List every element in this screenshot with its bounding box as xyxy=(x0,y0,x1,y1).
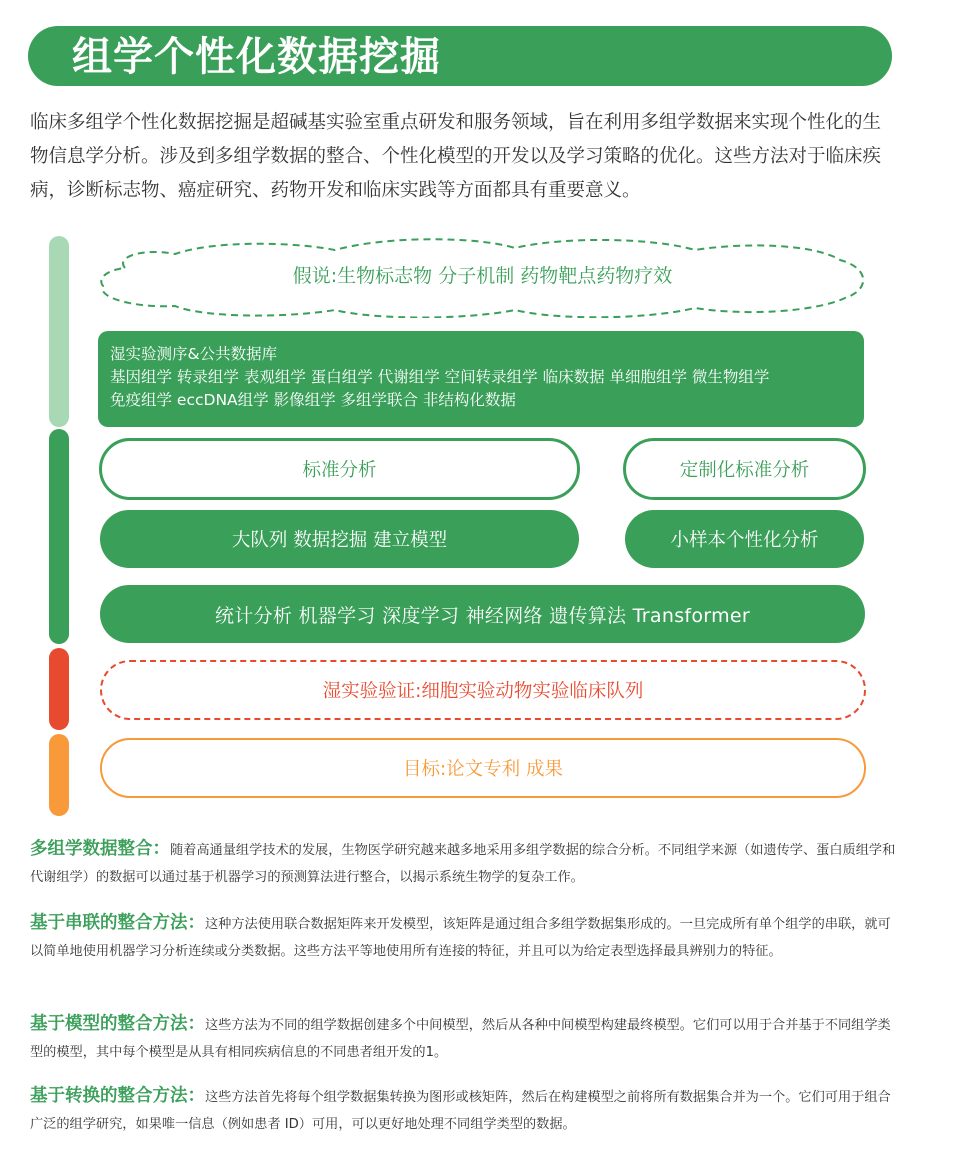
stage-bar-goal xyxy=(49,734,69,816)
data-sources-line2: 免疫组学 eccDNA组学 影像组学 多组学联合 非结构化数据 xyxy=(110,391,516,409)
methods-pill: 统计分析 机器学习 深度学习 神经网络 遗传算法 Transformer xyxy=(100,585,865,643)
stage-bar-analysis xyxy=(49,429,69,644)
data-sources-title: 湿实验测序&公共数据库 xyxy=(110,345,278,363)
small-sample-pill: 小样本个性化分析 xyxy=(625,510,864,568)
intro-paragraph: 临床多组学个性化数据挖掘是超碱基实验室重点研发和服务领域，旨在利用多组学数据来实现个性化的生物信息学分析。涉及到多组学数据的整合、个性化模型的开发以及学习策略的优化。这些方法对于临床疾病，诊断标志物、癌症研究、药物开发和临床实践等方面都具有重要意义。 xyxy=(30,112,882,201)
section-heading: 基于串联的整合方法： xyxy=(30,913,205,933)
page-title: 组学个性化数据挖掘 xyxy=(72,34,441,80)
section-heading: 多组学数据整合： xyxy=(30,839,170,859)
section-multiomics-integration xyxy=(30,836,902,891)
section-text: 随着高通量组学技术的发展，生物医学研究越来越多地采用多组学数据的综合分析。不同组学来源（如遗传学、蛋白质组学和代谢组学）的数据可以通过基于机器学习的预测算法进行整合，以揭示系统生物学的复杂工作。 xyxy=(30,843,896,885)
section-transformation-method xyxy=(30,1083,902,1138)
hypothesis-text: 假说:生物标志物 分子机制 药物靶点药物疗效 xyxy=(292,265,673,287)
goal-pill: 目标:论文专利 成果 xyxy=(100,738,866,798)
data-sources-line1: 基因组学 转录组学 表观组学 蛋白组学 代谢组学 空间转录组学 临床数据 单细胞组学 微生物组学 xyxy=(110,368,770,386)
cohort-pill: 大队列 数据挖掘 建立模型 xyxy=(100,510,579,568)
custom-analysis-pill: 定制化标准分析 xyxy=(623,438,866,500)
section-heading: 基于模型的整合方法： xyxy=(30,1014,205,1034)
standard-analysis-pill: 标准分析 xyxy=(99,438,580,500)
section-heading: 基于转换的整合方法： xyxy=(30,1086,205,1106)
section-text: 这种方法使用联合数据矩阵来开发模型，该矩阵是通过组合多组学数据集形成的。一旦完成所有单个组学的串联，就可以简单地使用机器学习分析连续或分类数据。这些方法平等地使用所有连接的特征，并且可以为给定表型选择最具辨别力的特征。 xyxy=(30,917,891,959)
stage-bar-hypothesis-data xyxy=(49,236,69,427)
section-text: 这些方法为不同的组学数据创建多个中间模型，然后从各种中间模型构建最终模型。它们可以用于合并基于不同组学类型的模型，其中每个模型是从具有相同疾病信息的不同患者组开发的1。 xyxy=(30,1018,891,1060)
section-model-method xyxy=(30,1011,902,1066)
data-sources-box xyxy=(98,331,864,427)
stage-bar-validation xyxy=(49,648,69,730)
validation-pill: 湿实验验证:细胞实验动物实验临床队列 xyxy=(100,660,866,720)
section-text: 这些方法首先将每个组学数据集转换为图形或核矩阵，然后在构建模型之前将所有数据集合并为一个。它们可用于组合广泛的组学研究，如果唯一信息（例如患者 ID）可用，可以更好地处理不同组学类型的数据。 xyxy=(30,1090,891,1132)
section-concatenation-method xyxy=(30,910,902,965)
